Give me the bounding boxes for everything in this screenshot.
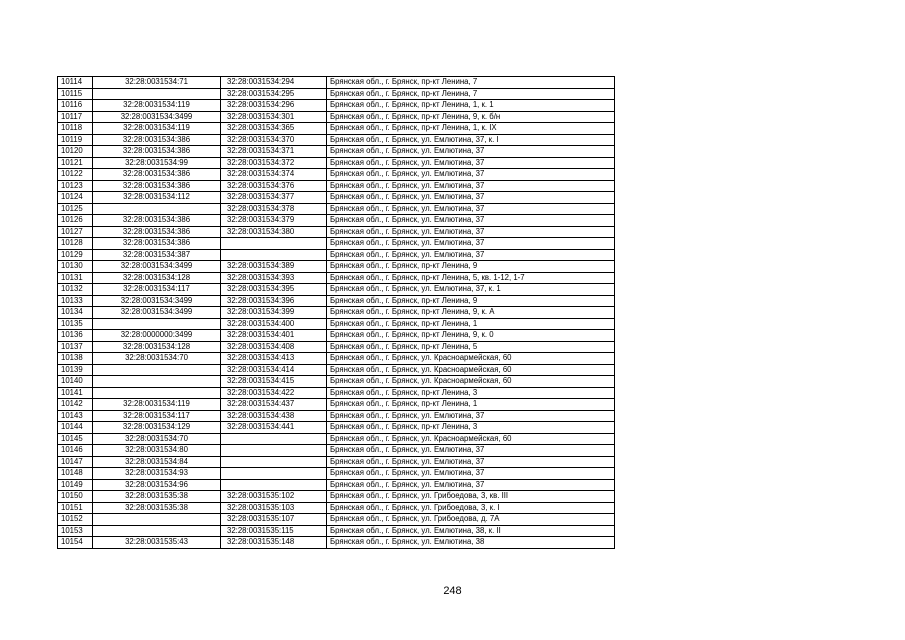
row-number-cell: 10119 [58,134,93,146]
parent-cadastral-cell: 32:28:0031534:128 [93,341,221,353]
parent-cadastral-cell [93,318,221,330]
table-row [58,226,615,238]
parent-cadastral-cell [93,88,221,100]
address-cell: Брянская обл., г. Брянск, ул. Емлютина, 37 [327,410,615,422]
cadastral-number-cell: 32:28:0031534:377 [221,192,327,204]
cadastral-number-cell: 32:28:0031534:408 [221,341,327,353]
row-number-cell: 10154 [58,537,93,549]
parent-cadastral-cell: 32:28:0031534:387 [93,249,221,261]
address-cell: Брянская обл., г. Брянск, пр-кт Ленина, 1 [327,318,615,330]
table-row [58,261,615,273]
row-number-cell: 10137 [58,341,93,353]
row-number-cell: 10118 [58,123,93,135]
table-row [58,456,615,468]
address-cell: Брянская обл., г. Брянск, ул. Красноармейская, 60 [327,376,615,388]
row-number-cell: 10114 [58,77,93,89]
cadastral-number-cell: 32:28:0031534:365 [221,123,327,135]
table-row [58,203,615,215]
cadastral-number-cell: 32:28:0031534:422 [221,387,327,399]
row-number-cell: 10125 [58,203,93,215]
cadastral-number-cell: 32:28:0031534:393 [221,272,327,284]
cadastral-number-cell: 32:28:0031534:376 [221,180,327,192]
parent-cadastral-cell: 32:28:0031534:117 [93,284,221,296]
parent-cadastral-cell: 32:28:0031534:3499 [93,111,221,123]
address-cell: Брянская обл., г. Брянск, пр-кт Ленина, 7 [327,77,615,89]
row-number-cell: 10148 [58,468,93,480]
parent-cadastral-cell: 32:28:0031534:3499 [93,295,221,307]
cadastral-number-cell [221,238,327,250]
row-number-cell: 10133 [58,295,93,307]
parent-cadastral-cell: 32:28:0031534:386 [93,180,221,192]
row-number-cell: 10150 [58,491,93,503]
row-number-cell: 10130 [58,261,93,273]
cadastral-number-cell: 32:28:0031534:395 [221,284,327,296]
address-cell: Брянская обл., г. Брянск, пр-кт Ленина, 3 [327,387,615,399]
parent-cadastral-cell [93,514,221,526]
table-row [58,364,615,376]
address-cell: Брянская обл., г. Брянск, ул. Красноармейская, 60 [327,433,615,445]
address-cell: Брянская обл., г. Брянск, ул. Емлютина, 37 [327,249,615,261]
row-number-cell: 10138 [58,353,93,365]
row-number-cell: 10123 [58,180,93,192]
cadastral-number-cell: 32:28:0031534:415 [221,376,327,388]
table-row [58,215,615,227]
parent-cadastral-cell: 32:28:0031534:99 [93,157,221,169]
address-cell: Брянская обл., г. Брянск, ул. Емлютина, 37 [327,226,615,238]
cadastral-number-cell: 32:28:0031534:437 [221,399,327,411]
cadastral-number-cell: 32:28:0031535:103 [221,502,327,514]
parent-cadastral-cell: 32:28:0031534:386 [93,169,221,181]
row-number-cell: 10121 [58,157,93,169]
cadastral-number-cell: 32:28:0031534:389 [221,261,327,273]
parent-cadastral-cell [93,376,221,388]
parent-cadastral-cell: 32:28:0031534:386 [93,226,221,238]
parent-cadastral-cell: 32:28:0031535:38 [93,502,221,514]
table-row [58,111,615,123]
row-number-cell: 10136 [58,330,93,342]
cadastral-number-cell: 32:28:0031534:379 [221,215,327,227]
table-row [58,537,615,549]
table-row [58,376,615,388]
cadastral-number-cell: 32:28:0031534:301 [221,111,327,123]
registry-table-body [58,77,615,549]
parent-cadastral-cell: 32:28:0031534:386 [93,146,221,158]
row-number-cell: 10151 [58,502,93,514]
parent-cadastral-cell: 32:28:0031534:84 [93,456,221,468]
address-cell: Брянская обл., г. Брянск, пр-кт Ленина, 9, к. б/н [327,111,615,123]
table-row [58,525,615,537]
cadastral-number-cell [221,433,327,445]
table-row [58,479,615,491]
table-row [58,514,615,526]
parent-cadastral-cell: 32:28:0031534:119 [93,399,221,411]
table-row [58,238,615,250]
row-number-cell: 10141 [58,387,93,399]
address-cell: Брянская обл., г. Брянск, ул. Красноармейская, 60 [327,353,615,365]
table-row [58,295,615,307]
table-row [58,422,615,434]
parent-cadastral-cell [93,203,221,215]
cadastral-number-cell: 32:28:0031534:296 [221,100,327,112]
table-row [58,353,615,365]
address-cell: Брянская обл., г. Брянск, пр-кт Ленина, 3 [327,422,615,434]
parent-cadastral-cell: 32:28:0031534:129 [93,422,221,434]
table-row [58,192,615,204]
cadastral-number-cell: 32:28:0031534:414 [221,364,327,376]
row-number-cell: 10146 [58,445,93,457]
address-cell: Брянская обл., г. Брянск, пр-кт Ленина, 1 [327,399,615,411]
parent-cadastral-cell: 32:28:0031534:386 [93,238,221,250]
cadastral-number-cell: 32:28:0031535:115 [221,525,327,537]
parent-cadastral-cell: 32:28:0031534:386 [93,134,221,146]
table-row [58,502,615,514]
parent-cadastral-cell: 32:28:0031534:70 [93,433,221,445]
row-number-cell: 10147 [58,456,93,468]
table-row [58,387,615,399]
cadastral-number-cell [221,456,327,468]
parent-cadastral-cell: 32:28:0031534:128 [93,272,221,284]
table-row [58,491,615,503]
row-number-cell: 10152 [58,514,93,526]
row-number-cell: 10131 [58,272,93,284]
cadastral-number-cell: 32:28:0031534:413 [221,353,327,365]
row-number-cell: 10140 [58,376,93,388]
table-row [58,157,615,169]
table-row [58,445,615,457]
table-row [58,77,615,89]
cadastral-number-cell [221,479,327,491]
parent-cadastral-cell: 32:28:0031535:43 [93,537,221,549]
cadastral-number-cell: 32:28:0031534:370 [221,134,327,146]
row-number-cell: 10149 [58,479,93,491]
address-cell: Брянская обл., г. Брянск, пр-кт Ленина, 7 [327,88,615,100]
row-number-cell: 10153 [58,525,93,537]
parent-cadastral-cell: 32:28:0031534:119 [93,100,221,112]
parent-cadastral-cell: 32:28:0031534:71 [93,77,221,89]
row-number-cell: 10120 [58,146,93,158]
cadastral-number-cell: 32:28:0031534:372 [221,157,327,169]
address-cell: Брянская обл., г. Брянск, ул. Красноармейская, 60 [327,364,615,376]
address-cell: Брянская обл., г. Брянск, ул. Емлютина, 37 [327,238,615,250]
table-row [58,134,615,146]
row-number-cell: 10122 [58,169,93,181]
address-cell: Брянская обл., г. Брянск, ул. Емлютина, 37 [327,479,615,491]
address-cell: Брянская обл., г. Брянск, пр-кт Ленина, 9 [327,295,615,307]
address-cell: Брянская обл., г. Брянск, ул. Емлютина, 37 [327,169,615,181]
row-number-cell: 10134 [58,307,93,319]
row-number-cell: 10143 [58,410,93,422]
address-cell: Брянская обл., г. Брянск, ул. Емлютина, 37 [327,468,615,480]
row-number-cell: 10124 [58,192,93,204]
cadastral-number-cell [221,445,327,457]
parent-cadastral-cell: 32:28:0031534:112 [93,192,221,204]
row-number-cell: 10132 [58,284,93,296]
parent-cadastral-cell: 32:28:0031534:80 [93,445,221,457]
table-row [58,307,615,319]
row-number-cell: 10145 [58,433,93,445]
cadastral-number-cell: 32:28:0031534:378 [221,203,327,215]
parent-cadastral-cell: 32:28:0031534:96 [93,479,221,491]
address-cell: Брянская обл., г. Брянск, ул. Емлютина, 37 [327,180,615,192]
cadastral-number-cell: 32:28:0031534:400 [221,318,327,330]
address-cell: Брянская обл., г. Брянск, ул. Емлютина, 37 [327,445,615,457]
registry-table-container [57,76,615,549]
cadastral-number-cell: 32:28:0031534:438 [221,410,327,422]
cadastral-number-cell: 32:28:0031535:148 [221,537,327,549]
table-row [58,341,615,353]
cadastral-number-cell: 32:28:0031534:374 [221,169,327,181]
parent-cadastral-cell: 32:28:0031534:70 [93,353,221,365]
cadastral-number-cell: 32:28:0031534:371 [221,146,327,158]
cadastral-number-cell: 32:28:0031534:399 [221,307,327,319]
address-cell: Брянская обл., г. Брянск, ул. Емлютина, 37 [327,157,615,169]
table-row [58,88,615,100]
address-cell: Брянская обл., г. Брянск, ул. Емлютина, 37 [327,456,615,468]
cadastral-number-cell: 32:28:0031534:295 [221,88,327,100]
row-number-cell: 10115 [58,88,93,100]
table-row [58,399,615,411]
cadastral-number-cell: 32:28:0031534:294 [221,77,327,89]
table-row [58,100,615,112]
row-number-cell: 10144 [58,422,93,434]
address-cell: Брянская обл., г. Брянск, пр-кт Ленина, 5, кв. 1-12, 1-7 [327,272,615,284]
table-row [58,410,615,422]
address-cell: Брянская обл., г. Брянск, пр-кт Ленина, 5 [327,341,615,353]
registry-table [57,76,615,549]
table-row [58,180,615,192]
address-cell: Брянская обл., г. Брянск, ул. Емлютина, 37 [327,192,615,204]
parent-cadastral-cell [93,525,221,537]
address-cell: Брянская обл., г. Брянск, ул. Емлютина, 38 [327,537,615,549]
parent-cadastral-cell: 32:28:0000000:3499 [93,330,221,342]
table-row [58,146,615,158]
row-number-cell: 10116 [58,100,93,112]
page-number: 248 [443,585,462,597]
parent-cadastral-cell: 32:28:0031535:38 [93,491,221,503]
table-row [58,249,615,261]
parent-cadastral-cell [93,387,221,399]
address-cell: Брянская обл., г. Брянск, ул. Емлютина, 37, к. 1 [327,284,615,296]
address-cell: Брянская обл., г. Брянск, ул. Емлютина, 38, к. II [327,525,615,537]
cadastral-number-cell: 32:28:0031534:401 [221,330,327,342]
cadastral-number-cell: 32:28:0031534:396 [221,295,327,307]
cadastral-number-cell: 32:28:0031534:441 [221,422,327,434]
address-cell: Брянская обл., г. Брянск, ул. Емлютина, 37 [327,203,615,215]
address-cell: Брянская обл., г. Брянск, пр-кт Ленина, 9, к. 0 [327,330,615,342]
cadastral-number-cell: 32:28:0031535:102 [221,491,327,503]
cadastral-number-cell: 32:28:0031535:107 [221,514,327,526]
parent-cadastral-cell: 32:28:0031534:386 [93,215,221,227]
address-cell: Брянская обл., г. Брянск, ул. Грибоедова, 3, к. I [327,502,615,514]
table-row [58,433,615,445]
parent-cadastral-cell: 32:28:0031534:3499 [93,261,221,273]
cadastral-number-cell [221,468,327,480]
table-row [58,123,615,135]
row-number-cell: 10135 [58,318,93,330]
parent-cadastral-cell: 32:28:0031534:119 [93,123,221,135]
address-cell: Брянская обл., г. Брянск, пр-кт Ленина, 1, к. 1 [327,100,615,112]
row-number-cell: 10129 [58,249,93,261]
row-number-cell: 10127 [58,226,93,238]
parent-cadastral-cell: 32:28:0031534:3499 [93,307,221,319]
row-number-cell: 10117 [58,111,93,123]
address-cell: Брянская обл., г. Брянск, ул. Емлютина, 37 [327,146,615,158]
address-cell: Брянская обл., г. Брянск, ул. Емлютина, 37 [327,215,615,227]
cadastral-number-cell: 32:28:0031534:380 [221,226,327,238]
parent-cadastral-cell [93,364,221,376]
address-cell: Брянская обл., г. Брянск, пр-кт Ленина, 1, к. IX [327,123,615,135]
table-row [58,318,615,330]
table-row [58,468,615,480]
row-number-cell: 10142 [58,399,93,411]
cadastral-number-cell [221,249,327,261]
table-row [58,284,615,296]
parent-cadastral-cell: 32:28:0031534:117 [93,410,221,422]
address-cell: Брянская обл., г. Брянск, ул. Грибоедова, д. 7А [327,514,615,526]
row-number-cell: 10128 [58,238,93,250]
address-cell: Брянская обл., г. Брянск, ул. Грибоедова, 3, кв. III [327,491,615,503]
table-row [58,272,615,284]
table-row [58,330,615,342]
address-cell: Брянская обл., г. Брянск, ул. Емлютина, 37, к. I [327,134,615,146]
row-number-cell: 10126 [58,215,93,227]
address-cell: Брянская обл., г. Брянск, пр-кт Ленина, 9 [327,261,615,273]
parent-cadastral-cell: 32:28:0031534:93 [93,468,221,480]
address-cell: Брянская обл., г. Брянск, пр-кт Ленина, 9, к. А [327,307,615,319]
table-row [58,169,615,181]
row-number-cell: 10139 [58,364,93,376]
